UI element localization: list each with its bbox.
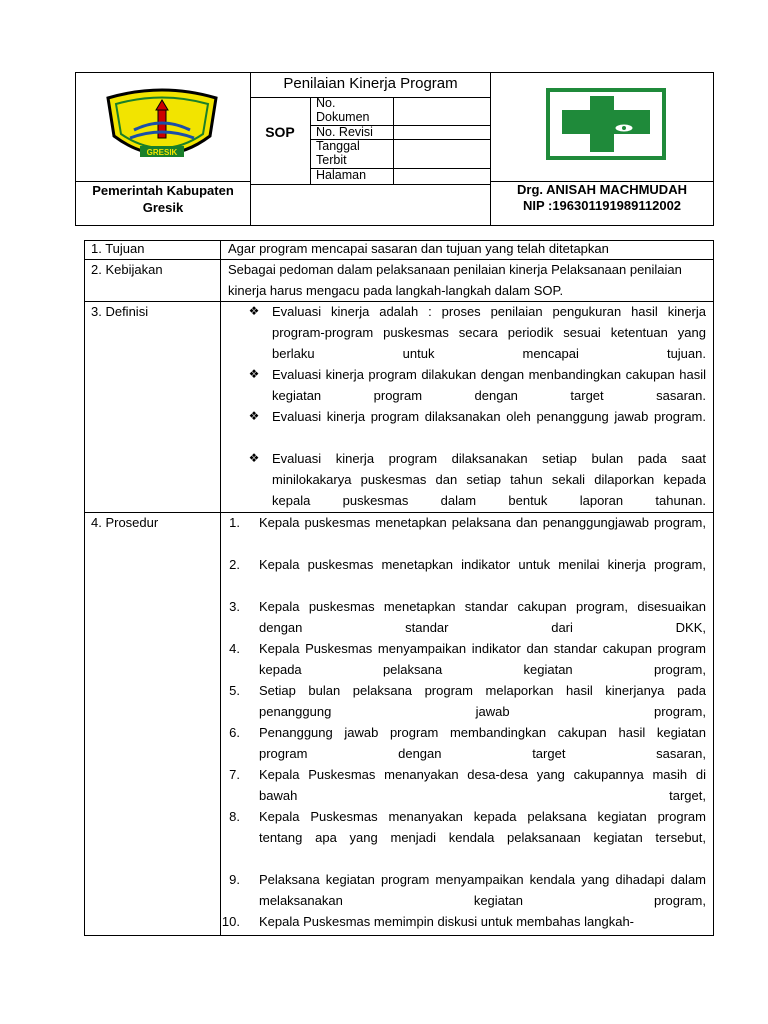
- prosedur-item: Kepala puskesmas menetapkan standar cakupan program, disesuaikan dengan standar dari DKK,: [259, 599, 706, 635]
- prosedur-item: Kepala Puskesmas menanyakan kepada pelaksana kegiatan program tentang apa yang menjadi kendala pelaksanaan kegiatan tersebut,: [259, 809, 706, 845]
- definisi-item: Evaluasi kinerja program dilaksanakan oleh penanggung jawab program.: [272, 409, 706, 424]
- diamond-bullet-icon: ❖: [248, 451, 260, 465]
- gresik-regency-logo: [104, 86, 220, 166]
- diamond-bullet-icon: ❖: [248, 409, 260, 423]
- diamond-bullet-icon: ❖: [248, 304, 260, 318]
- prosedur-number: 7.: [229, 767, 240, 782]
- prosedur-item: Kepala puskesmas menetapkan pelaksana dan penanggungjawab program,: [259, 515, 706, 530]
- definisi-item: Evaluasi kinerja program dilakukan dengan menbandingkan cakupan hasil kegiatan program dengan target sasaran.: [272, 367, 706, 403]
- sop-label: SOP: [265, 124, 295, 140]
- meta-label-halaman: Halaman: [316, 168, 367, 182]
- section-label-tujuan: 1. Tujuan: [91, 241, 145, 256]
- prosedur-item: Kepala Puskesmas menyampaikan indikator dan standar cakupan program kepada pelaksana kegiatan program,: [259, 641, 706, 677]
- meta-label-no-revisi: No. Revisi: [316, 125, 373, 139]
- prosedur-number: 5.: [229, 683, 240, 698]
- diamond-bullet-icon: ❖: [248, 367, 260, 381]
- section-label-prosedur: 4. Prosedur: [91, 515, 159, 530]
- prosedur-item: Kepala Puskesmas memimpin diskusi untuk membahas langkah-: [259, 914, 635, 929]
- organization-name: Pemerintah Kabupaten Gresik: [92, 183, 234, 215]
- meta-label-no-dokumen: No. Dokumen: [316, 96, 370, 124]
- prosedur-item: Penanggung jawab program membandingkan cakupan hasil kegiatan program dengan target sasaran,: [259, 725, 706, 761]
- prosedur-number: 1.: [229, 515, 240, 530]
- prosedur-number: 6.: [229, 725, 240, 740]
- definisi-item: Evaluasi kinerja program dilaksanakan setiap bulan pada saat minilokakarya puskesmas dan setiap tahun sekali dilaporkan kepada kepala puskesmas dalam bentuk laporan tahunan.: [272, 451, 706, 508]
- section-label-definisi: 3. Definisi: [91, 304, 149, 319]
- section-text-tujuan: Agar program mencapai sasaran dan tujuan yang telah ditetapkan: [228, 241, 609, 256]
- section-label-kebijakan: 2. Kebijakan: [91, 262, 163, 277]
- prosedur-number: 9.: [229, 872, 240, 887]
- prosedur-item: Kepala puskesmas menetapkan indikator untuk menilai kinerja program,: [259, 557, 706, 572]
- definisi-item: Evaluasi kinerja adalah : proses penilaian pengukuran hasil kinerja program-program puskesmas secara periodik sesuai ketentuan yang berlaku untuk mencapai tujuan.: [272, 304, 706, 361]
- prosedur-number: 3.: [229, 599, 240, 614]
- prosedur-item: Kepala Puskesmas menanyakan desa-desa yang cakupannya masih di bawah target,: [259, 767, 706, 803]
- svg-text:GRESIK: GRESIK: [146, 148, 178, 157]
- prosedur-number: 2.: [229, 557, 240, 572]
- section-text-kebijakan: Sebagai pedoman dalam pelaksanaan penilaian kinerja Pelaksanaan penilaian kinerja harus mengacu pada langkah-langkah dalam SOP.: [228, 262, 682, 298]
- signer-nip: NIP :196301191989112002: [522, 198, 682, 213]
- prosedur-number: 8.: [229, 809, 240, 824]
- prosedur-number: 4.: [229, 641, 240, 656]
- signer-name: Drg. ANISAH MACHMUDAH: [517, 182, 687, 197]
- prosedur-number: 10.: [221, 914, 240, 929]
- puskesmas-logo: [546, 88, 666, 160]
- prosedur-item: Setiap bulan pelaksana program melaporkan hasil kinerjanya pada penanggung jawab program,: [259, 683, 706, 719]
- meta-label-tanggal-terbit: Tanggal Terbit: [316, 139, 360, 167]
- prosedur-item: Pelaksana kegiatan program menyampaikan kendala yang dihadapi dalam melaksanakan kegiatan program,: [259, 872, 706, 908]
- document-title: Penilaian Kinerja Program: [283, 75, 458, 92]
